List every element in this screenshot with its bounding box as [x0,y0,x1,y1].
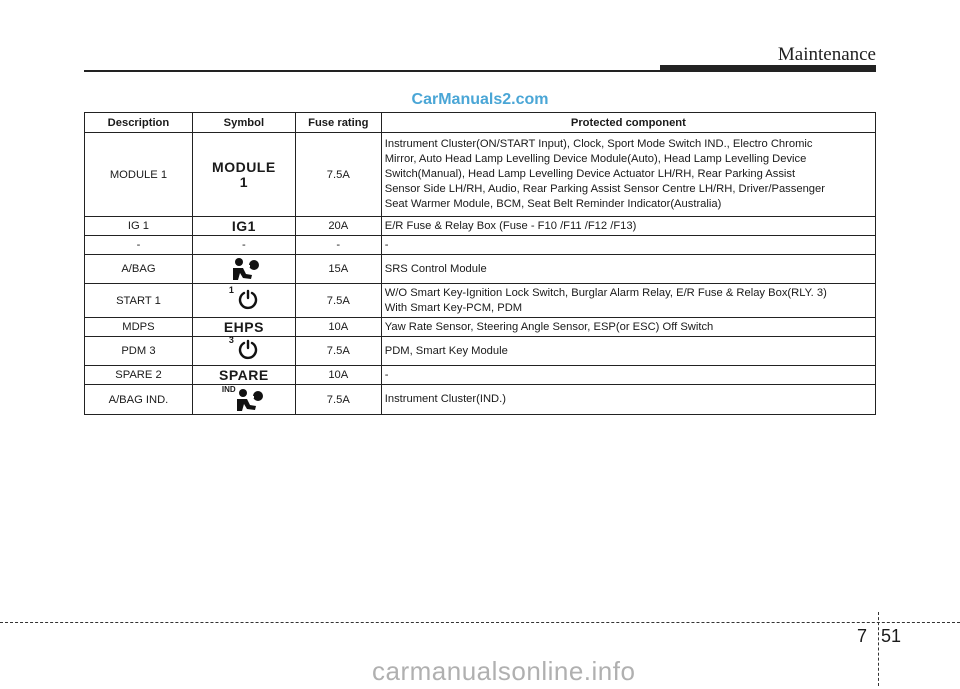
row-symbol [192,366,295,385]
table-header-row [85,113,876,133]
row-fuse-rating: 10A [295,366,381,385]
symbol-label: SPARE [219,366,269,383]
row-symbol [192,255,295,284]
symbol-label [212,160,276,190]
airbag-ind-icon [221,384,266,413]
watermark-top: CarManuals2.com [411,91,549,108]
protected-component-line: Instrument Cluster(IND.) [384,393,506,405]
watermark-bottom: carmanualsonline.info [372,656,636,686]
row-fuse-rating: 7.5A [295,337,381,366]
protected-component-line: SRS Control Module [384,262,487,275]
table-row [85,236,876,255]
table-row [85,385,876,415]
row-protected-component [381,318,875,337]
row-protected-component [381,255,875,284]
table-row [85,318,876,337]
protected-component-line: With Smart Key-PCM, PDM [384,301,523,314]
symbol-superscript: 1 [228,284,234,295]
table-row [85,217,876,236]
row-symbol [192,284,295,318]
table-row [85,366,876,385]
protected-component-line: E/R Fuse & Relay Box (Fuse - F10 /F11 /F12 /F13) [384,219,637,232]
row-fuse-rating: 7.5A [295,284,381,318]
table-row [85,255,876,284]
row-description: A/BAG [85,255,193,284]
row-fuse-rating: 10A [295,318,381,337]
row-fuse-rating: 7.5A [295,133,381,217]
protected-component-line: Switch(Manual), Head Lamp Levelling Device Actuator LH/RH, Rear Parking Assist [384,168,796,180]
col-header-protected-component: Protected component [381,113,875,133]
row-description: MDPS [85,318,193,337]
row-symbol [192,318,295,337]
row-protected-component [381,133,875,217]
protected-component-line: W/O Smart Key-Ignition Lock Switch, Burglar Alarm Relay, E/R Fuse & Relay Box(RLY. 3) [384,286,827,299]
row-protected-component [381,366,875,385]
protected-component-line: Sensor Side LH/RH, Audio, Rear Parking Assist Sensor Centre LH/RH, Driver/Passenger [384,183,825,195]
row-fuse-rating: 7.5A [295,385,381,415]
row-symbol [192,337,295,366]
symbol-label-line: MODULE [212,158,276,175]
col-header-description: Description [85,113,193,133]
symbol-label: - [242,239,246,251]
row-description: - [85,236,193,255]
table-row [85,284,876,318]
col-header-fuse-rating: Fuse rating [295,113,381,133]
row-description: PDM 3 [85,337,193,366]
row-description: MODULE 1 [85,133,193,217]
table-row [85,133,876,217]
footer-rule [0,622,960,623]
row-symbol [192,217,295,236]
row-fuse-rating: 15A [295,255,381,284]
section-title: Maintenance [777,44,876,65]
row-protected-component [381,217,875,236]
col-header-symbol: Symbol [192,113,295,133]
page-number [840,624,910,650]
header-rule [84,70,660,72]
row-symbol [192,133,295,217]
row-description: SPARE 2 [85,366,193,385]
protected-component-line: - [384,238,389,251]
chapter-number: 7 [857,626,868,646]
row-protected-component [381,385,875,415]
protected-component-line: PDM, Smart Key Module [384,344,508,357]
row-description: IG 1 [85,217,193,236]
header-rule-thick [660,65,876,72]
key-icon [228,284,259,313]
row-description: A/BAG IND. [85,385,193,415]
row-protected-component [381,236,875,255]
symbol-label: IG1 [231,217,256,234]
protected-component-line: - [384,368,389,381]
protected-component-line: Seat Warmer Module, BCM, Seat Belt Reminder Indicator(Australia) [384,198,722,210]
row-protected-component [381,337,875,366]
fuse-table [84,112,876,415]
protected-component-line: Yaw Rate Sensor, Steering Angle Sensor, ESP(or ESC) Off Switch [384,320,714,333]
page-number-value: 51 [881,626,902,646]
protected-component-line: Instrument Cluster(ON/START Input), Clock, Sport Mode Switch IND., Electro Chromic [384,138,813,150]
airbag-icon [226,256,262,282]
row-protected-component [381,284,875,318]
row-symbol [192,236,295,255]
table-row [85,337,876,366]
symbol-superscript: IND [221,384,236,394]
symbol-label: EHPS [223,318,264,335]
protected-component-line: Mirror, Auto Head Lamp Levelling Device Module(Auto), Head Lamp Levelling Device [384,153,807,165]
key-icon [228,335,259,363]
row-symbol [192,385,295,415]
row-description: START 1 [85,284,193,318]
row-fuse-rating: 20A [295,217,381,236]
symbol-superscript: 3 [228,335,234,345]
row-fuse-rating: - [295,236,381,255]
symbol-label-line: 1 [239,173,249,190]
